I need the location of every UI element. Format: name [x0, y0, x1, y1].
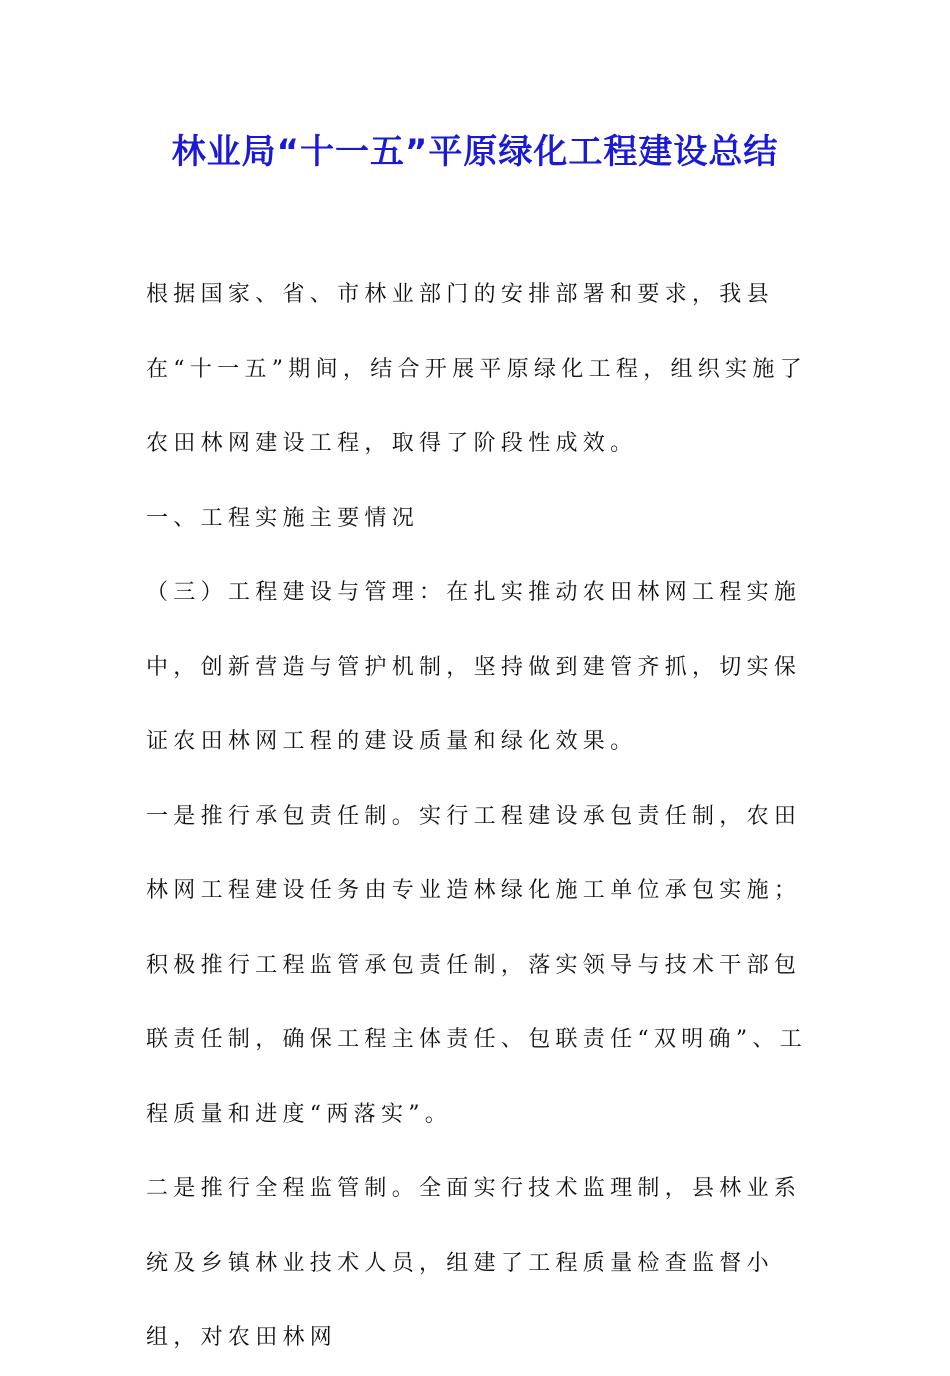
document-body: [146, 258, 808, 1376]
paragraph-contract-responsibility: 一是推行承包责任制。实行工程建设承包责任制，农田林网工程建设任务由专业造林绿化施工单位承包实施；积极推行工程监管承包责任制，落实领导与技术干部包联责任制，确保工程主体责任、包联责任“双明确”、工程质量和进度“两落实”。: [146, 803, 807, 1127]
section-heading: 一、工程实施主要情况: [146, 505, 420, 531]
document-title: 林业局“十一五”平原绿化工程建设总结: [171, 132, 779, 172]
paragraph-full-supervision: 二是推行全程监管制。全面实行技术监理制，县林业系统及乡镇林业技术人员，组建了工程质量检查监督小组，对农田林网: [146, 1176, 802, 1350]
paragraph-construction-management: （三）工程建设与管理：在扎实推动农田林网工程实施中，创新营造与管护机制，坚持做到建管齐抓，切实保证农田林网工程的建设质量和绿化效果。: [146, 580, 802, 754]
paragraph-intro: 根据国家、省、市林业部门的安排部署和要求，我县在“十一五”期间，结合开展平原绿化工程，组织实施了农田林网建设工程，取得了阶段性成效。: [146, 282, 807, 456]
